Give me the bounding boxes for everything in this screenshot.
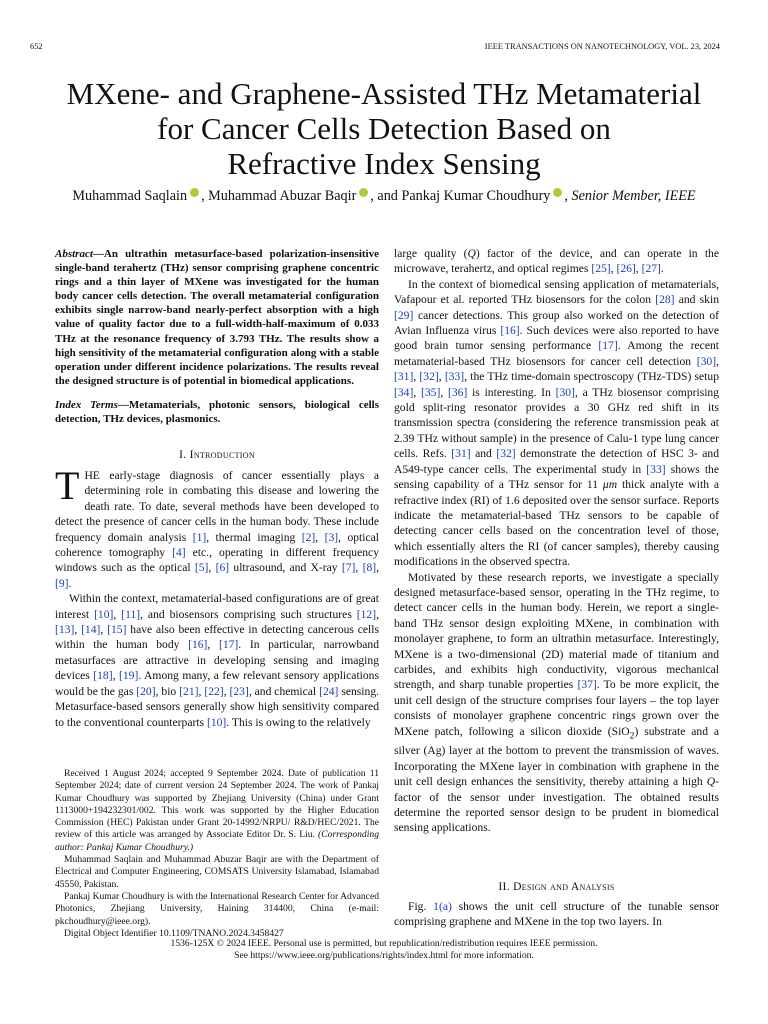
citation-link[interactable]: [31]: [451, 447, 471, 461]
citation-link[interactable]: [19]: [118, 669, 139, 683]
rights-footer: See https://www.ieee.org/publications/rights/index.html for more information.: [234, 950, 534, 961]
title-line: Refractive Index Sensing: [227, 146, 541, 181]
title-line: MXene- and Graphene-Assisted THz Metamaterial: [66, 76, 702, 111]
abstract-text: —An ultrathin metasurface-based polarization-insensitive single-band terahertz (THz) sensor comprising graphene concentric rings and a thin layer of MXene was investigated for the human body cancer cells detection. The overall metamaterial configuration exhibits single narrow-band nearly-perfect absorption with a high value of quality factor due to a full-width-half-maximum of 0.033 THz at the resonance frequency of 3.793 THz. The results show a high sensitivity of the metamaterial configuration along with a stable operation under different incidence polarizations. The results reveal the designed structure is of potential in biomedical applications.: [55, 248, 379, 387]
citation-link[interactable]: [5]: [194, 561, 209, 575]
citation-link[interactable]: [10]: [206, 715, 227, 729]
title-line: for Cancer Cells Detection Based on: [157, 111, 611, 146]
citation-link[interactable]: [25]: [591, 262, 611, 276]
index-terms-label: Index Terms: [55, 399, 118, 411]
citation-link[interactable]: [8]: [362, 561, 377, 575]
citation-link[interactable]: [14]: [81, 623, 101, 637]
citation-link[interactable]: [32]: [496, 447, 516, 461]
citation-link[interactable]: [17]: [598, 339, 618, 353]
citation-link[interactable]: [33]: [646, 462, 666, 476]
orcid-icon[interactable]: [359, 188, 368, 197]
paragraph: Fig. 1(a) shows the unit cell structure of the tunable sensor comprising graphene and MXene in the top two layers. In: [394, 900, 719, 929]
citation-link[interactable]: [16]: [188, 638, 208, 652]
citation-link[interactable]: [2]: [301, 530, 316, 544]
citation-link[interactable]: [34]: [394, 385, 414, 399]
footnote-affiliation: Pankaj Kumar Choudhury is with the International Research Center for Advanced Photonics, Zhejiang University, Haining 314400, China (e-mail: pkchoudhury@ieee.org).: [55, 890, 379, 927]
footnote-affiliation: Muhammad Saqlain and Muhammad Abuzar Baqir are with the Department of Electrical and Computer Engineering, COMSATS University Islamabad, Islamabad 45550, Pakistan.: [55, 854, 379, 890]
citation-link[interactable]: [18]: [93, 669, 113, 683]
section2-body: [394, 899, 719, 930]
citation-link[interactable]: [21]: [179, 684, 199, 698]
citation-link[interactable]: [22]: [204, 684, 224, 698]
citation-link[interactable]: [12]: [356, 607, 377, 621]
copyright-footer: 1536-125X © 2024 IEEE. Personal use is permitted, but republication/redistribution requires IEEE permission.: [170, 938, 598, 949]
citation-link[interactable]: [10]: [94, 607, 114, 621]
citation-link[interactable]: [37]: [577, 678, 597, 692]
figure-link[interactable]: 1(a): [433, 900, 452, 913]
footnote-received: Received 1 August 2024; accepted 9 September 2024. Date of publication 11 September 2024; date of current version 24 September 2024. The work of Pankaj Kumar Choudhury was supported by Zhejiang University (China) under Grant 1113000+194232301/002. This work was supported by the Higher Education Commission (HEC) Pakistan under Grant 20-14992/NRPU/ R&D/HEC/2021. The review of this article was arranged by Associate Editor Dr. S. Liu. (Corresponding author: Pankaj Kumar Choudhury.): [55, 768, 379, 853]
abstract: [55, 247, 379, 388]
citation-link[interactable]: [28]: [655, 293, 675, 307]
section-title: Design and Analysis: [513, 880, 615, 893]
introduction-body: [55, 463, 380, 730]
citation-link[interactable]: [13]: [55, 623, 75, 637]
orcid-icon[interactable]: [190, 188, 199, 197]
paragraph: Motivated by these research reports, we investigate a specially designed metasurface-based sensor, operating in the THz regime, to detect cancer cells in the human body. Herein, we report a single-band THz sensor design exploiting MXene, in combination with monolayer graphene, to form an ultrathin metasurface. Interestingly, MXene is a two-dimensional (2D) material made of titanium and carbides, and exhibits high conductivity, vigorous mechanical strength, and sharp tunable properties [37]. To be more explicit, the unit cell design of the structure comprises four layers – the top layer consists of monolayer graphene concentric rings grown over the MXene patch, following a silicon dioxide (SiO$_2$) substrate and a silver (Ag) layer at the bottom to prevent the transmission of waves. Incorporating the MXene layer in combination with graphene in the unit cell design enhances the sensitivity, thereby attaining a high Q-factor of the sensor under investigation. The obtained results determine the reported sensor design to be prudent in biomedical sensing applications.: [394, 570, 719, 835]
paragraph: THE early-stage diagnosis of cancer essentially plays a determining role in combating this disease and lowering the death rate. To date, several methods have been developed to detect the presence of cancer cells in the human body. These include frequency domain analysis [1], thermal imaging [2], [3], optical coherence tomography [4] etc., operating in different frequency windows such as the optical [5], [6] ultrasound, and X-ray [7], [8], [9].: [55, 463, 380, 590]
footnotes: [55, 768, 379, 940]
citation-link[interactable]: [24]: [319, 684, 339, 698]
author-list: [30, 188, 738, 205]
drop-cap: T: [55, 463, 80, 508]
paragraph: Within the context, metamaterial-based configurations are of great interest [10], [11], and biosensors comprising such structures [12], [13], [14], [15] have also been effective in detecting cancerous cells within the human body [16], [17]. In particular, narrowband metasurfaces are attractive in developing sensing and imaging devices [18], [19]. Among many, a few relevant sensory applications would be the gas [20], bio [21], [22], [23], and chemical [24] sensing. Metasurface-based sensors generally show high sensitivity compared to the conventional counterparts [10]. This is owing to the relatively: [55, 592, 380, 729]
author-membership: , Senior Member, IEEE: [564, 188, 696, 204]
section-heading: I. Introduction: [179, 448, 255, 461]
author-name: , Muhammad Abuzar Baqir: [201, 188, 357, 204]
citation-link[interactable]: [33]: [444, 370, 465, 384]
paper-title: [30, 76, 738, 181]
citation-link[interactable]: [11]: [121, 607, 141, 621]
citation-link[interactable]: [7]: [341, 561, 356, 575]
citation-link[interactable]: [36]: [448, 385, 468, 399]
citation-link[interactable]: [23]: [229, 684, 249, 698]
citation-link[interactable]: [3]: [324, 530, 339, 544]
citation-link[interactable]: [26]: [616, 262, 636, 276]
citation-link[interactable]: [6]: [215, 561, 230, 575]
citation-link[interactable]: [4]: [172, 546, 186, 560]
citation-link[interactable]: [32]: [419, 370, 439, 384]
abstract-label: Abstract: [55, 248, 93, 260]
citation-link[interactable]: [29]: [394, 308, 414, 322]
citation-link[interactable]: [9]: [55, 576, 69, 590]
citation-link[interactable]: [16]: [500, 324, 520, 338]
index-terms-text: —Metamaterials, photonic sensors, biological cells detection, THz devices, plasmonics.: [55, 399, 379, 426]
paragraph: In the context of biomedical sensing application of metamaterials, Vafapour et al. reported THz biosensors for the colon [28] and skin [29] cancer detections. This group also worked on the detection of Avian Influenza virus [16]. Such devices were also reported to have good brain tumor sensing performance [17]. Among the recent metamaterial-based THz biosensors for cancer cell detection [30], [31], [32], [33], the THz time-domain spectroscopy (THz-TDS) setup [34], [35], [36] is interesting. In [30], a THz biosensor comprising gold split-ring resonator provides a 30 GHz red shift in its transmission spectra (considering the reference transmission peak at 2.39 THz without sample) in the presence of Calu-1 type lung cancer cells. Refs. [31] and [32] demonstrate the detection of HSC 3- and A549-type cancer cells. The experimental study in [33] shows the sensing capability of a THz sensor for 11 μm thick analyte with a refractive index (RI) of 1.6 deposited over the sensor surface. Reports indicate the metamaterial-based THz sensors to be capable of detecting cancer cells based on the concentration level of those, which essentially alters the RI (of cancer samples), thereby causing modifications in the observed spectra.: [394, 277, 720, 569]
footnote-doi: Digital Object Identifier 10.1109/TNANO.2024.3458427: [64, 927, 284, 939]
section-title: Introduction: [189, 448, 255, 461]
right-column-body: [394, 246, 719, 836]
citation-link[interactable]: [35]: [421, 385, 441, 399]
citation-link[interactable]: [31]: [394, 370, 414, 384]
author-name: Muhammad Saqlain: [72, 188, 188, 204]
index-terms: [55, 398, 379, 426]
citation-link[interactable]: [1]: [192, 530, 207, 544]
citation-link[interactable]: [27]: [641, 262, 661, 276]
citation-link[interactable]: [30]: [696, 354, 717, 368]
journal-header: IEEE TRANSACTIONS ON NANOTECHNOLOGY, VOL. 23, 2024: [484, 42, 720, 51]
paragraph: large quality (Q) factor of the device, and can operate in the microwave, terahertz, and optical regimes [25], [26], [27].: [394, 247, 719, 276]
citation-link[interactable]: [30]: [555, 385, 575, 399]
citation-link[interactable]: [15]: [107, 623, 127, 637]
section-heading: II. Design and Analysis: [498, 880, 615, 893]
orcid-icon[interactable]: [553, 188, 562, 197]
citation-link[interactable]: [20]: [136, 684, 156, 698]
author-name: , and Pankaj Kumar Choudhury: [370, 188, 551, 204]
citation-link[interactable]: [17]: [218, 638, 239, 652]
page-number: 652: [30, 42, 43, 51]
